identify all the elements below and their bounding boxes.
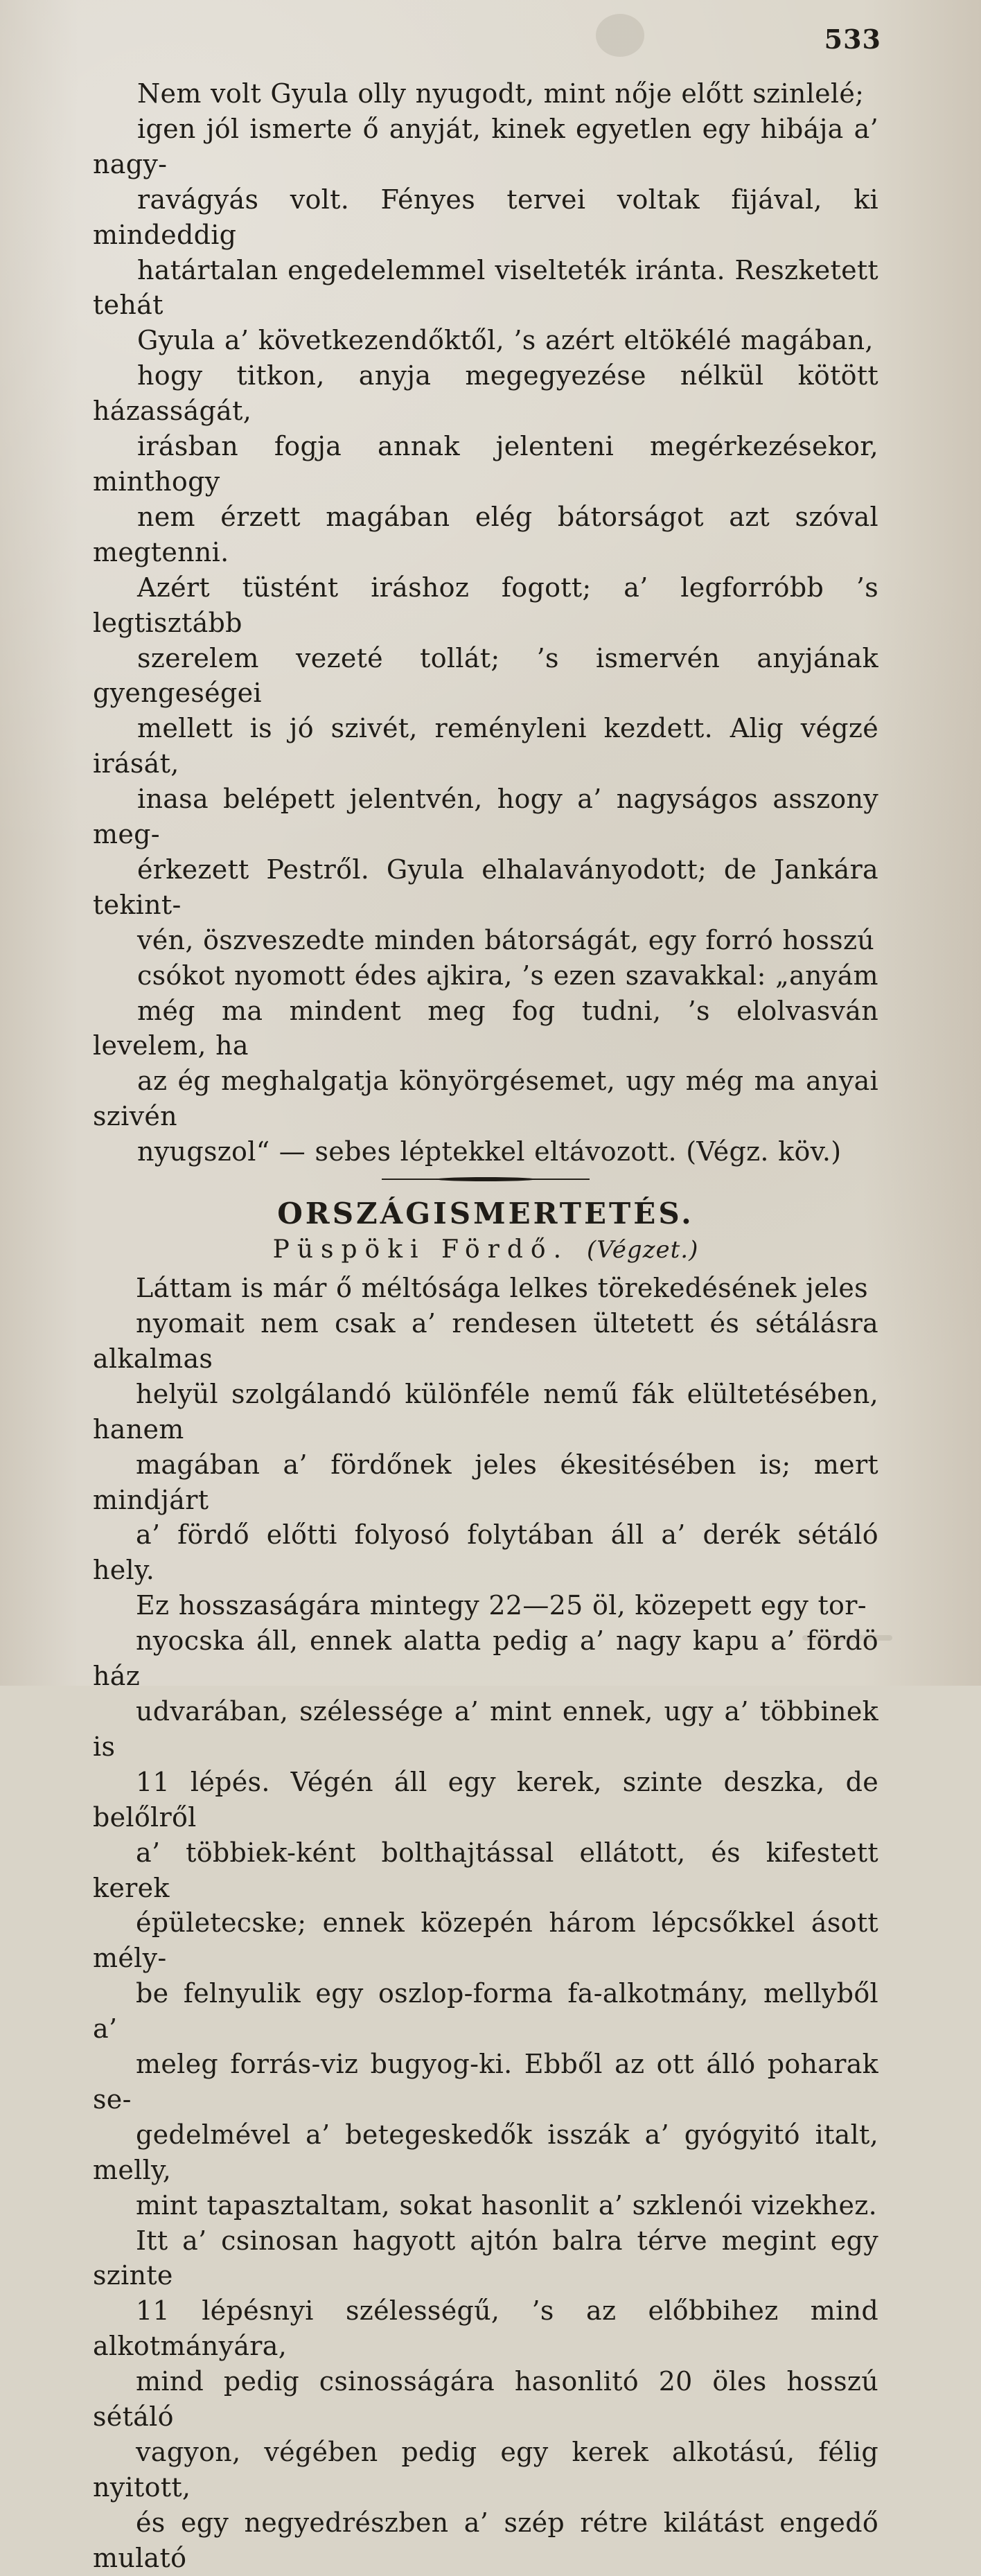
text-line: Nem volt Gyula olly nyugodt, mint nője előtt szinlelé; [137, 78, 865, 109]
text-line: be felnyulik egy oszlop-forma fa-alkotmány, mellyből a’ [93, 1978, 878, 2045]
text-line: a’ fördő előtti folyosó folytában áll a’ derék sétáló hely. [93, 1519, 878, 1586]
text-line: 11 lépés. Végén áll egy kerek, szinte deszka, de belőlről [93, 1766, 878, 1833]
text-line: nyocska áll, ennek alatta pedig a’ nagy kapu a’ fördö ház [93, 1625, 878, 1692]
text-line: hogy titkon, anyja megegyezése nélkül kötött házasságát, [93, 360, 878, 427]
text-line: és egy negyedrészben a’ szép rétre kilátást engedő mulató [93, 2507, 878, 2573]
text-line: még ma mindent meg fog tudni, ’s elolvasván levelem, ha [93, 995, 878, 1061]
text-line: igen jól ismerte ő anyját, kinek egyetlen egy hibája a’ nagy- [93, 113, 878, 179]
paper-stain [596, 14, 644, 57]
text-line: inasa belépett jelentvén, hogy a’ nagyságos asszony meg- [93, 784, 878, 850]
text-line: épületecske; ennek közepén három lépcsőkkel ásott mély- [93, 1907, 878, 1974]
text-line: Azért tüstént iráshoz fogott; a’ legforróbb ’s legtisztább [93, 572, 878, 638]
text-line: mellett is jó szivét, reményleni kezdett. Alig végzé irását, [93, 713, 878, 779]
text-line: vén, öszveszedte minden bátorságát, egy forró hosszú [137, 924, 875, 955]
text-line: Gyula a’ következendőktől, ’s azért eltökélé magában, [137, 325, 874, 356]
section-subtitle-note: (Végzet.) [587, 1236, 699, 1264]
text-line: irásban fogja annak jelenteni megérkezésekor, minthogy [93, 431, 878, 497]
section-subtitle: Püspöki Fördő. [272, 1235, 569, 1264]
section-paragraph [93, 1271, 878, 2576]
text-line: csókot nyomott édes ajkira, ’s ezen szavakkal: „anyám [137, 960, 878, 991]
page-number: 533 [824, 24, 881, 55]
text-line: nem érzett magában elég bátorságot azt szóval megtenni. [93, 501, 878, 567]
story-paragraph [93, 76, 878, 1170]
section-title: ORSZÁGISMERTETÉS. [277, 1197, 694, 1231]
text-line: gedelmével a’ betegeskedők isszák a’ gyógyitó italt, melly, [93, 2119, 878, 2185]
text-line: nyugszol“ — sebes léptekkel eltávozott. (Végz. köv.) [137, 1136, 842, 1167]
text-line: az ég meghalgatja könyörgésemet, ugy még ma anyai szivén [93, 1066, 878, 1132]
text-line: helyül szolgálandó különféle nemű fák elültetésében, hanem [93, 1378, 878, 1445]
text-line: Ez hosszaságára mintegy 22—25 öl, közepett egy tor- [136, 1590, 867, 1621]
section-divider [382, 1175, 590, 1183]
text-line: meleg forrás-viz bugyog-ki. Ebből az ott álló poharak se- [93, 2049, 878, 2115]
text-line: 11 lépésnyi szélességű, ’s az előbbihez mind alkotmányára, [93, 2295, 878, 2362]
text-line: érkezett Pestről. Gyula elhalaványodott; de Jankára tekint- [93, 854, 878, 920]
text-line: magában a’ fördőnek jeles ékesitésében is; mert mindjárt [93, 1449, 878, 1515]
text-line: ravágyás volt. Fényes tervei voltak fijával, ki mindeddig [93, 184, 878, 250]
text-line: a’ többiek-ként bolthajtással ellátott, és kifestett kerek [93, 1837, 878, 1903]
text-line: udvarában, szélessége a’ mint ennek, ugy a’ többinek is [93, 1695, 878, 1762]
text-line: szerelem vezeté tollát; ’s ismervén anyjának gyengeségei [93, 642, 878, 709]
text-line: mind pedig csinosságára hasonlitó 20 öles hosszú sétáló [93, 2366, 878, 2433]
text-line: vagyon, végében pedig egy kerek alkotású, félig nyitott, [93, 2437, 878, 2503]
text-line: Láttam is már ő méltósága lelkes törekedésének jeles [136, 1273, 868, 1304]
text-line: határtalan engedelemmel viselteték iránta. Reszketett tehát [93, 254, 878, 321]
text-line: Itt a’ csinosan hagyott ajtón balra térve megint egy szinte [93, 2225, 878, 2291]
text-line: nyomait nem csak a’ rendesen ültetett és sétálásra alkalmas [93, 1308, 878, 1374]
text-line: mint tapasztaltam, sokat hasonlit a’ szklenói vizekhez. [136, 2189, 877, 2221]
page-content [93, 76, 878, 2576]
section-subtitle-row [93, 1233, 878, 1267]
